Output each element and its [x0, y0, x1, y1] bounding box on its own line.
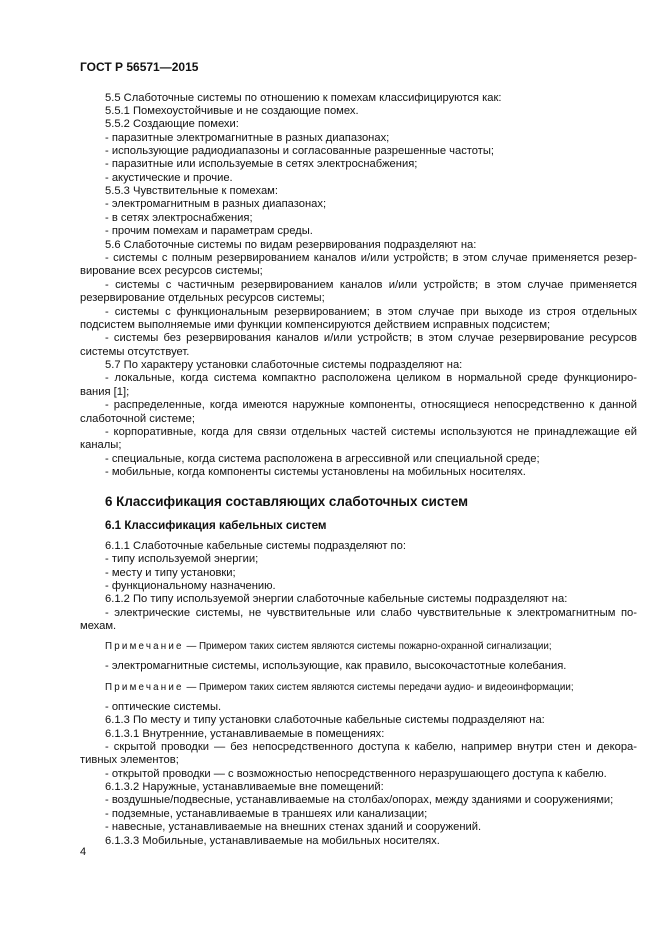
- list-item: - электромагнитные системы, использующие, как правило, высокочастотные колебания.: [105, 660, 567, 672]
- list-item: - навесные, устанавливаемые на внешних стенах зданий и сооружений.: [105, 821, 482, 833]
- list-item: - системы без резервирования каналов и/или устройств; в этом случае резервирование ресурсов: [105, 332, 637, 344]
- list-item: - в сетях электроснабжения;: [105, 212, 253, 224]
- list-item: - распределенные, когда имеются наружные компоненты, относящиеся непосредственно к данной: [105, 399, 637, 411]
- para-6-1-2: 6.1.2 По типу используемой энергии слаботочные кабельные системы подразделяют на:: [105, 593, 568, 605]
- note-text: — Примером таких систем являются системы передачи аудио- и видеоинформации;: [186, 682, 574, 693]
- list-item: - воздушные/подвесные, устанавливаемые на столбах/опорах, между зданиями и сооружениями;: [105, 794, 614, 806]
- para-6-1-1: 6.1.1 Слаботочные кабельные системы подразделяют по:: [105, 540, 406, 552]
- list-item: - системы с функциональным резервированием; в этом случае при выходе из строя отдельных: [105, 306, 637, 318]
- list-item-continuation: вирование всех ресурсов системы;: [80, 265, 263, 277]
- section-6-1-heading: 6.1 Классификация кабельных систем: [105, 519, 327, 532]
- list-item: - месту и типу установки;: [105, 567, 236, 579]
- list-item: - мобильные, когда компоненты системы установлены на мобильных носителях.: [105, 466, 526, 478]
- para-6-1-3-1: 6.1.3.1 Внутренние, устанавливаемые в помещениях:: [105, 728, 385, 740]
- list-item: - паразитные электромагнитные в разных диапазонах;: [105, 132, 390, 144]
- list-item: - типу используемой энергии;: [105, 553, 259, 565]
- list-item: - скрытой проводки — без непосредственного доступа к кабелю, например внутри стен и декора-: [105, 741, 637, 753]
- list-item-continuation: тивных элементов;: [80, 754, 179, 766]
- list-item: - системы с полным резервированием каналов и/или устройств; в этом случае применяется резер-: [105, 252, 637, 264]
- page-number: 4: [80, 846, 87, 858]
- para-6-1-3: 6.1.3 По месту и типу установки слаботочные кабельные системы подразделяют на:: [105, 714, 545, 726]
- note-2: [80, 681, 637, 694]
- para-5-5-2: 5.5.2 Создающие помехи:: [105, 118, 239, 130]
- list-item-continuation: каналы;: [80, 439, 122, 451]
- note-label: Примечание: [105, 641, 184, 652]
- list-item: - специальные, когда система расположена в агрессивной или специальной среде;: [105, 453, 540, 465]
- note-label: Примечание: [105, 682, 184, 693]
- list-item: - электрические системы, не чувствительные или слабо чувствительные к электромагнитным по-: [105, 607, 637, 619]
- list-item: - открытой проводки — с возможностью непосредственного неразрушающего доступа к кабелю.: [105, 768, 607, 780]
- para-5-5: 5.5 Слаботочные системы по отношению к помехам классифицируются как:: [105, 92, 502, 104]
- list-item-continuation: подсистем выполняемые ими функции компенсируются действием исправных подсистем;: [80, 319, 551, 331]
- list-item-continuation: резервирование отдельных ресурсов системы;: [80, 292, 325, 304]
- para-5-7: 5.7 По характеру установки слаботочные системы подразделяют на:: [105, 359, 463, 371]
- para-6-1-3-2: 6.1.3.2 Наружные, устанавливаемые вне помещений:: [105, 781, 384, 793]
- note-text: — Примером таких систем являются системы пожарно-охранной сигнализации;: [186, 641, 552, 652]
- list-item: - локальные, когда система компактно расположена целиком в нормальной среде функциониро-: [105, 372, 637, 384]
- para-5-5-3: 5.5.3 Чувствительные к помехам:: [105, 185, 278, 197]
- list-item: - использующие радиодиапазоны и согласованные разрешенные частоты;: [105, 145, 495, 157]
- para-5-5-1: 5.5.1 Помехоустойчивые и не создающие помех.: [105, 105, 359, 117]
- list-item: - паразитные или используемые в сетях электроснабжения;: [105, 158, 418, 170]
- list-item-continuation: вания [1];: [80, 386, 130, 398]
- section-6-heading: 6 Классификация составляющих слаботочных систем: [105, 494, 468, 509]
- para-5-6: 5.6 Слаботочные системы по видам резервирования подразделяют на:: [105, 239, 477, 251]
- list-item-continuation: мехам.: [80, 620, 117, 632]
- para-6-1-3-3: 6.1.3.3 Мобильные, устанавливаемые на мобильных носителях.: [105, 835, 440, 847]
- list-item: - акустические и прочие.: [105, 172, 233, 184]
- note-1: [80, 640, 637, 653]
- list-item-continuation: слаботочной системе;: [80, 413, 195, 425]
- list-item: - подземные, устанавливаемые в траншеях или канализации;: [105, 808, 428, 820]
- list-item: - корпоративные, когда для связи отдельных частей системы используются не принадлежащие ей: [105, 426, 637, 438]
- list-item: - электромагнитным в разных диапазонах;: [105, 198, 327, 210]
- list-item-continuation: системы отсутствует.: [80, 346, 190, 358]
- list-item: - оптические системы.: [105, 701, 222, 713]
- list-item: - прочим помехам и параметрам среды.: [105, 225, 313, 237]
- list-item: - функциональному назначению.: [105, 580, 276, 592]
- standard-header: ГОСТ Р 56571—2015: [80, 60, 199, 74]
- list-item: - системы с частичным резервированием каналов и/или устройств; в этом случае применяется: [105, 279, 637, 291]
